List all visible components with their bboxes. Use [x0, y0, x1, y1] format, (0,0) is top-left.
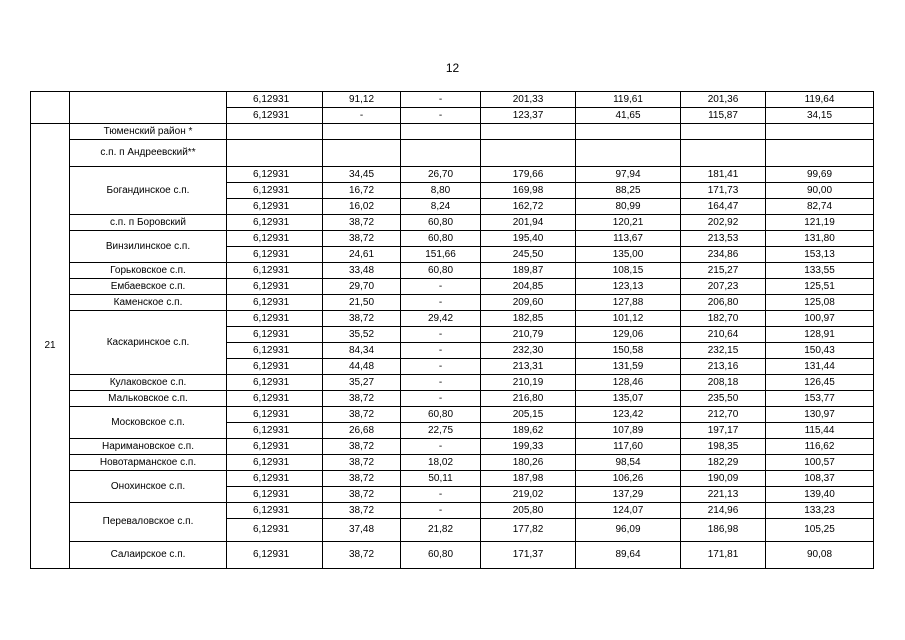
value-cell: 113,67: [576, 231, 681, 247]
value-cell: 135,07: [576, 391, 681, 407]
value-cell: 6,12931: [227, 343, 323, 359]
table-row: [31, 311, 874, 327]
settlement-name-cell: Горьковское с.п.: [70, 263, 227, 279]
value-cell: 6,12931: [227, 231, 323, 247]
table-row: [31, 455, 874, 471]
value-cell: [227, 124, 323, 140]
value-cell: 210,19: [481, 375, 576, 391]
value-cell: 29,42: [401, 311, 481, 327]
value-cell: 125,51: [766, 279, 874, 295]
value-cell: 34,45: [323, 167, 401, 183]
value-cell: 16,02: [323, 199, 401, 215]
value-cell: 60,80: [401, 542, 481, 569]
settlement-name-cell: Винзилинское с.п.: [70, 231, 227, 263]
value-cell: 6,12931: [227, 263, 323, 279]
value-cell: 60,80: [401, 263, 481, 279]
value-cell: 208,18: [681, 375, 766, 391]
value-cell: -: [401, 439, 481, 455]
value-cell: 201,94: [481, 215, 576, 231]
value-cell: -: [401, 503, 481, 519]
settlement-name-cell: [70, 92, 227, 124]
value-cell: 38,72: [323, 487, 401, 503]
settlement-name-cell: Онохинское с.п.: [70, 471, 227, 503]
value-cell: 215,27: [681, 263, 766, 279]
value-cell: 6,12931: [227, 455, 323, 471]
value-cell: 108,15: [576, 263, 681, 279]
value-cell: 169,98: [481, 183, 576, 199]
value-cell: 216,80: [481, 391, 576, 407]
value-cell: 60,80: [401, 215, 481, 231]
table-row: [31, 215, 874, 231]
value-cell: 187,98: [481, 471, 576, 487]
settlement-name-cell: Богандинское с.п.: [70, 167, 227, 215]
value-cell: 6,12931: [227, 487, 323, 503]
settlement-name-cell: Каменское с.п.: [70, 295, 227, 311]
settlement-name-cell: Каскаринское с.п.: [70, 311, 227, 375]
value-cell: 6,12931: [227, 407, 323, 423]
value-cell: 190,09: [681, 471, 766, 487]
value-cell: 6,12931: [227, 423, 323, 439]
value-cell: 150,58: [576, 343, 681, 359]
value-cell: -: [323, 108, 401, 124]
value-cell: 44,48: [323, 359, 401, 375]
value-cell: 117,60: [576, 439, 681, 455]
value-cell: 115,87: [681, 108, 766, 124]
value-cell: 6,12931: [227, 167, 323, 183]
district-number-cell: 21: [31, 124, 70, 569]
value-cell: 60,80: [401, 407, 481, 423]
value-cell: 88,25: [576, 183, 681, 199]
value-cell: 205,15: [481, 407, 576, 423]
settlement-name-cell: Ембаевское с.п.: [70, 279, 227, 295]
value-cell: 182,85: [481, 311, 576, 327]
settlement-name-cell: с.п. п Андреевский**: [70, 140, 227, 167]
value-cell: [401, 140, 481, 167]
value-cell: 6,12931: [227, 519, 323, 542]
settlement-name-cell: с.п. п Боровский: [70, 215, 227, 231]
value-cell: [481, 140, 576, 167]
value-cell: 6,12931: [227, 295, 323, 311]
settlement-name-cell: Салаирское с.п.: [70, 542, 227, 569]
value-cell: 210,64: [681, 327, 766, 343]
value-cell: 6,12931: [227, 311, 323, 327]
value-cell: 38,72: [323, 471, 401, 487]
value-cell: 235,50: [681, 391, 766, 407]
value-cell: 129,06: [576, 327, 681, 343]
value-cell: 38,72: [323, 231, 401, 247]
settlement-name-cell: Кулаковское с.п.: [70, 375, 227, 391]
value-cell: 151,66: [401, 247, 481, 263]
value-cell: 124,07: [576, 503, 681, 519]
value-cell: 221,13: [681, 487, 766, 503]
table-row: [31, 92, 874, 108]
value-cell: -: [401, 375, 481, 391]
value-cell: 38,72: [323, 407, 401, 423]
value-cell: 135,00: [576, 247, 681, 263]
value-cell: 207,23: [681, 279, 766, 295]
value-cell: 195,40: [481, 231, 576, 247]
value-cell: 22,75: [401, 423, 481, 439]
value-cell: [323, 140, 401, 167]
value-cell: 84,34: [323, 343, 401, 359]
value-cell: -: [401, 359, 481, 375]
value-cell: 6,12931: [227, 92, 323, 108]
value-cell: 133,23: [766, 503, 874, 519]
table-row: [31, 471, 874, 487]
value-cell: 206,80: [681, 295, 766, 311]
value-cell: 150,43: [766, 343, 874, 359]
value-cell: 6,12931: [227, 391, 323, 407]
value-cell: [576, 140, 681, 167]
value-cell: 213,31: [481, 359, 576, 375]
value-cell: 21,82: [401, 519, 481, 542]
settlement-name-cell: Тюменский район *: [70, 124, 227, 140]
value-cell: [766, 140, 874, 167]
value-cell: 33,48: [323, 263, 401, 279]
table-row: [31, 167, 874, 183]
value-cell: -: [401, 391, 481, 407]
value-cell: 171,81: [681, 542, 766, 569]
table-row: [31, 439, 874, 455]
value-cell: 171,73: [681, 183, 766, 199]
value-cell: 91,12: [323, 92, 401, 108]
value-cell: 29,70: [323, 279, 401, 295]
value-cell: 6,12931: [227, 108, 323, 124]
value-cell: 213,53: [681, 231, 766, 247]
value-cell: 123,13: [576, 279, 681, 295]
value-cell: 189,87: [481, 263, 576, 279]
value-cell: 35,27: [323, 375, 401, 391]
value-cell: [681, 140, 766, 167]
settlement-name-cell: Переваловское с.п.: [70, 503, 227, 542]
value-cell: 219,02: [481, 487, 576, 503]
value-cell: 6,12931: [227, 247, 323, 263]
value-cell: 205,80: [481, 503, 576, 519]
value-cell: 180,26: [481, 455, 576, 471]
table-row: [31, 391, 874, 407]
value-cell: 123,42: [576, 407, 681, 423]
page-number: 12: [445, 61, 460, 75]
value-cell: 130,97: [766, 407, 874, 423]
value-cell: 90,00: [766, 183, 874, 199]
value-cell: 6,12931: [227, 375, 323, 391]
table-row: [31, 295, 874, 311]
value-cell: 128,91: [766, 327, 874, 343]
value-cell: 6,12931: [227, 327, 323, 343]
table-row: [31, 542, 874, 569]
value-cell: 125,08: [766, 295, 874, 311]
value-cell: 89,64: [576, 542, 681, 569]
value-cell: 214,96: [681, 503, 766, 519]
value-cell: 123,37: [481, 108, 576, 124]
value-cell: 177,82: [481, 519, 576, 542]
settlement-name-cell: Новотарманское с.п.: [70, 455, 227, 471]
value-cell: 189,62: [481, 423, 576, 439]
value-cell: 202,92: [681, 215, 766, 231]
value-cell: 209,60: [481, 295, 576, 311]
value-cell: 153,13: [766, 247, 874, 263]
value-cell: 120,21: [576, 215, 681, 231]
value-cell: [401, 124, 481, 140]
value-cell: 6,12931: [227, 542, 323, 569]
table-row: [31, 375, 874, 391]
value-cell: 100,97: [766, 311, 874, 327]
value-cell: 34,15: [766, 108, 874, 124]
value-cell: 98,54: [576, 455, 681, 471]
value-cell: 197,17: [681, 423, 766, 439]
value-cell: [766, 124, 874, 140]
value-cell: 38,72: [323, 391, 401, 407]
value-cell: 106,26: [576, 471, 681, 487]
value-cell: 171,37: [481, 542, 576, 569]
value-cell: 6,12931: [227, 279, 323, 295]
value-cell: 96,09: [576, 519, 681, 542]
value-cell: 21,50: [323, 295, 401, 311]
value-cell: 41,65: [576, 108, 681, 124]
value-cell: 131,44: [766, 359, 874, 375]
value-cell: 182,70: [681, 311, 766, 327]
value-cell: -: [401, 108, 481, 124]
value-cell: -: [401, 92, 481, 108]
value-cell: 38,72: [323, 311, 401, 327]
value-cell: 139,40: [766, 487, 874, 503]
table-row: [31, 407, 874, 423]
settlement-name-cell: Мальковское с.п.: [70, 391, 227, 407]
value-cell: 119,64: [766, 92, 874, 108]
value-cell: 38,72: [323, 503, 401, 519]
value-cell: 6,12931: [227, 503, 323, 519]
value-cell: 100,57: [766, 455, 874, 471]
value-cell: 201,33: [481, 92, 576, 108]
table-row: [31, 279, 874, 295]
value-cell: 37,48: [323, 519, 401, 542]
table-row: [31, 140, 874, 167]
value-cell: [481, 124, 576, 140]
value-cell: 38,72: [323, 439, 401, 455]
value-cell: [323, 124, 401, 140]
value-cell: 234,86: [681, 247, 766, 263]
value-cell: 99,69: [766, 167, 874, 183]
value-cell: [681, 124, 766, 140]
value-cell: 8,24: [401, 199, 481, 215]
value-cell: -: [401, 327, 481, 343]
value-cell: 131,59: [576, 359, 681, 375]
value-cell: 97,94: [576, 167, 681, 183]
value-cell: 119,61: [576, 92, 681, 108]
value-cell: -: [401, 343, 481, 359]
value-cell: 153,77: [766, 391, 874, 407]
value-cell: 199,33: [481, 439, 576, 455]
tariff-table: [30, 91, 874, 569]
value-cell: 6,12931: [227, 359, 323, 375]
value-cell: 201,36: [681, 92, 766, 108]
value-cell: 80,99: [576, 199, 681, 215]
value-cell: 101,12: [576, 311, 681, 327]
value-cell: 121,19: [766, 215, 874, 231]
value-cell: 115,44: [766, 423, 874, 439]
value-cell: 105,25: [766, 519, 874, 542]
settlement-name-cell: Наримановское с.п.: [70, 439, 227, 455]
value-cell: [227, 140, 323, 167]
value-cell: -: [401, 279, 481, 295]
value-cell: 210,79: [481, 327, 576, 343]
value-cell: 6,12931: [227, 199, 323, 215]
value-cell: 133,55: [766, 263, 874, 279]
value-cell: 108,37: [766, 471, 874, 487]
value-cell: 50,11: [401, 471, 481, 487]
value-cell: 6,12931: [227, 439, 323, 455]
value-cell: 186,98: [681, 519, 766, 542]
value-cell: 181,41: [681, 167, 766, 183]
table-row: [31, 231, 874, 247]
value-cell: 38,72: [323, 542, 401, 569]
value-cell: 26,70: [401, 167, 481, 183]
value-cell: 26,68: [323, 423, 401, 439]
table-row: [31, 124, 874, 140]
value-cell: 137,29: [576, 487, 681, 503]
value-cell: 232,15: [681, 343, 766, 359]
value-cell: 38,72: [323, 455, 401, 471]
table-row: [31, 503, 874, 519]
value-cell: 245,50: [481, 247, 576, 263]
value-cell: 6,12931: [227, 471, 323, 487]
value-cell: 164,47: [681, 199, 766, 215]
value-cell: 107,89: [576, 423, 681, 439]
value-cell: 35,52: [323, 327, 401, 343]
value-cell: 212,70: [681, 407, 766, 423]
value-cell: 213,16: [681, 359, 766, 375]
value-cell: -: [401, 487, 481, 503]
settlement-name-cell: Московское с.п.: [70, 407, 227, 439]
value-cell: 18,02: [401, 455, 481, 471]
value-cell: 6,12931: [227, 183, 323, 199]
value-cell: 38,72: [323, 215, 401, 231]
value-cell: 179,66: [481, 167, 576, 183]
value-cell: 198,35: [681, 439, 766, 455]
value-cell: 204,85: [481, 279, 576, 295]
value-cell: 162,72: [481, 199, 576, 215]
value-cell: 24,61: [323, 247, 401, 263]
value-cell: 6,12931: [227, 215, 323, 231]
value-cell: 126,45: [766, 375, 874, 391]
value-cell: [576, 124, 681, 140]
value-cell: 8,80: [401, 183, 481, 199]
value-cell: 116,62: [766, 439, 874, 455]
value-cell: 16,72: [323, 183, 401, 199]
value-cell: 182,29: [681, 455, 766, 471]
table-row: [31, 263, 874, 279]
value-cell: 60,80: [401, 231, 481, 247]
value-cell: 90,08: [766, 542, 874, 569]
value-cell: 127,88: [576, 295, 681, 311]
value-cell: 82,74: [766, 199, 874, 215]
value-cell: 131,80: [766, 231, 874, 247]
value-cell: 128,46: [576, 375, 681, 391]
value-cell: 232,30: [481, 343, 576, 359]
district-number-cell: [31, 92, 70, 124]
value-cell: -: [401, 295, 481, 311]
